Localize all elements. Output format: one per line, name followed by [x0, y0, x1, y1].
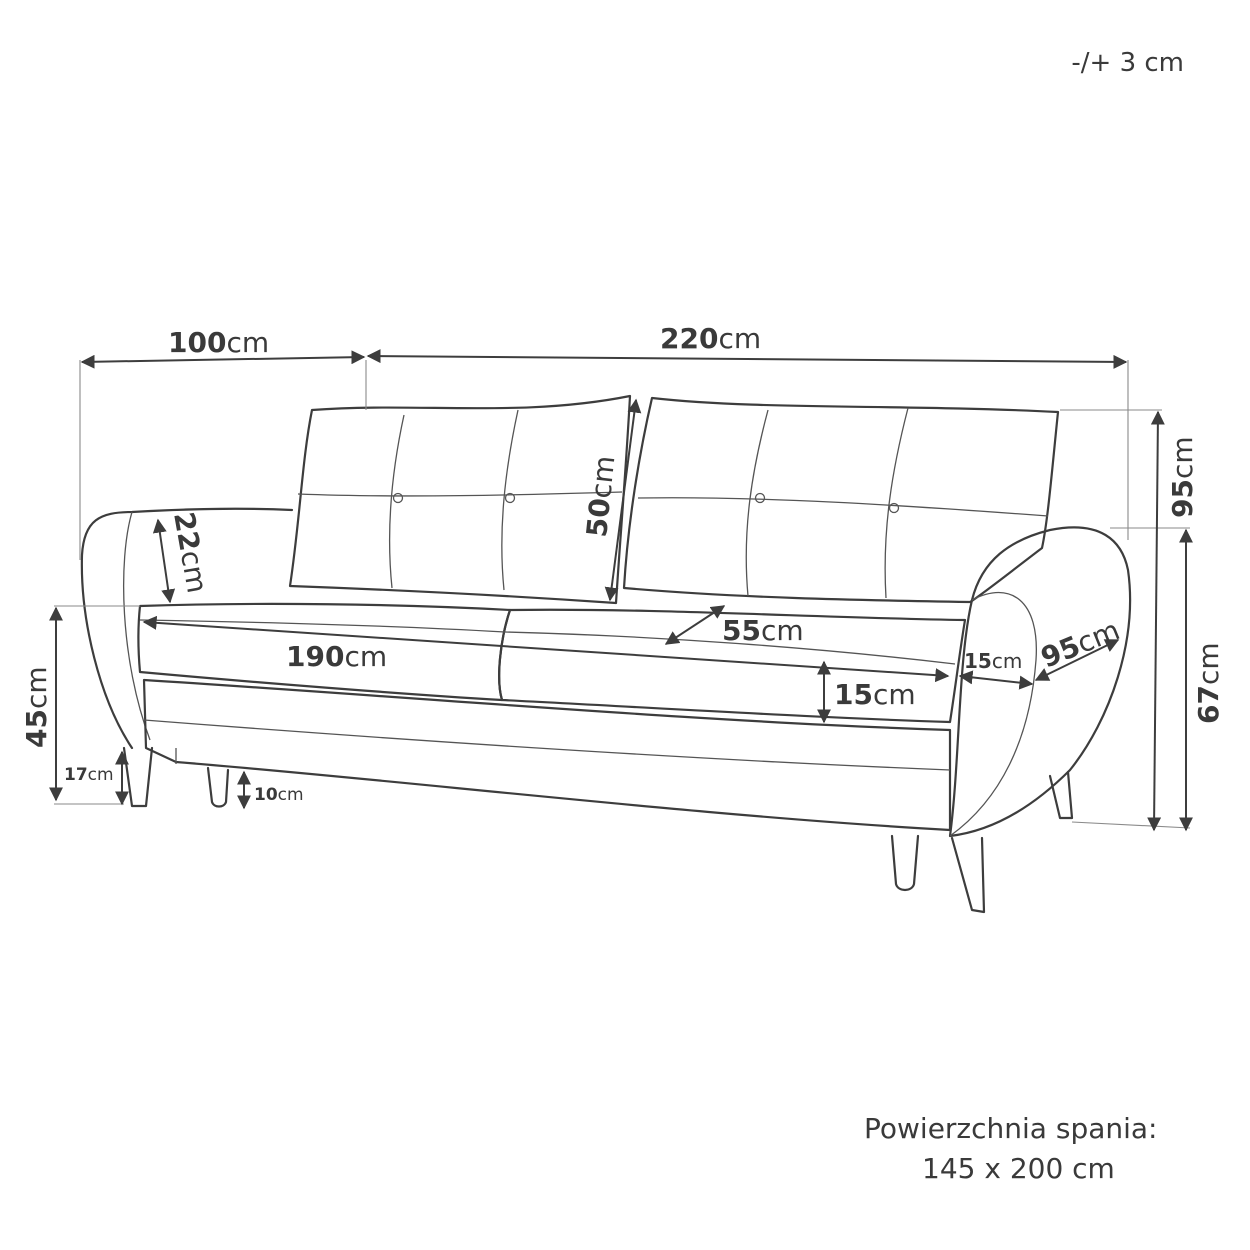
armrest-width-line: [960, 676, 1032, 684]
leg-back-left: [208, 768, 228, 807]
armrest-top-label: 22cm: [167, 509, 214, 596]
back-cushion-left: [290, 396, 630, 603]
seat-width-label: 190cm: [286, 640, 388, 673]
sleeping-area-size: 145 x 200 cm: [922, 1152, 1115, 1185]
seat-depth-label: 55cm: [722, 614, 804, 647]
dimension-labels: [20, 322, 1225, 805]
armrest-width-label: 15cm: [964, 649, 1023, 673]
sleeping-area-title: Powierzchnia spania:: [864, 1112, 1158, 1145]
side-depth-label: 95cm: [1036, 613, 1125, 675]
cushion-thickness-label: 15cm: [834, 678, 916, 711]
armrest-height-label: 67cm: [1192, 642, 1225, 724]
depth-total-label: 100cm: [168, 326, 270, 359]
armrest-right: [950, 527, 1130, 836]
leg-front-left: [124, 748, 152, 806]
armrest-top-line: [158, 520, 170, 602]
backrest-height-label: 50cm: [580, 454, 622, 539]
seat-width-line: [144, 622, 948, 676]
seat-height-label: 45cm: [20, 666, 53, 748]
tolerance-note: -/+ 3 cm: [1071, 48, 1184, 78]
leg-back-label: 10cm: [254, 785, 304, 805]
leg-front-label: 17cm: [64, 765, 114, 785]
extension-lines: [54, 360, 1190, 828]
back-cushion-right: [624, 398, 1058, 602]
height-total-line: [1154, 412, 1158, 830]
leg-front-right: [952, 838, 984, 912]
height-total-label: 95cm: [1166, 436, 1199, 518]
width-total-label: 220cm: [660, 322, 762, 355]
leg-front-middle: [892, 836, 918, 890]
dimension-lines: [56, 356, 1186, 830]
width-total-line: [368, 356, 1126, 362]
